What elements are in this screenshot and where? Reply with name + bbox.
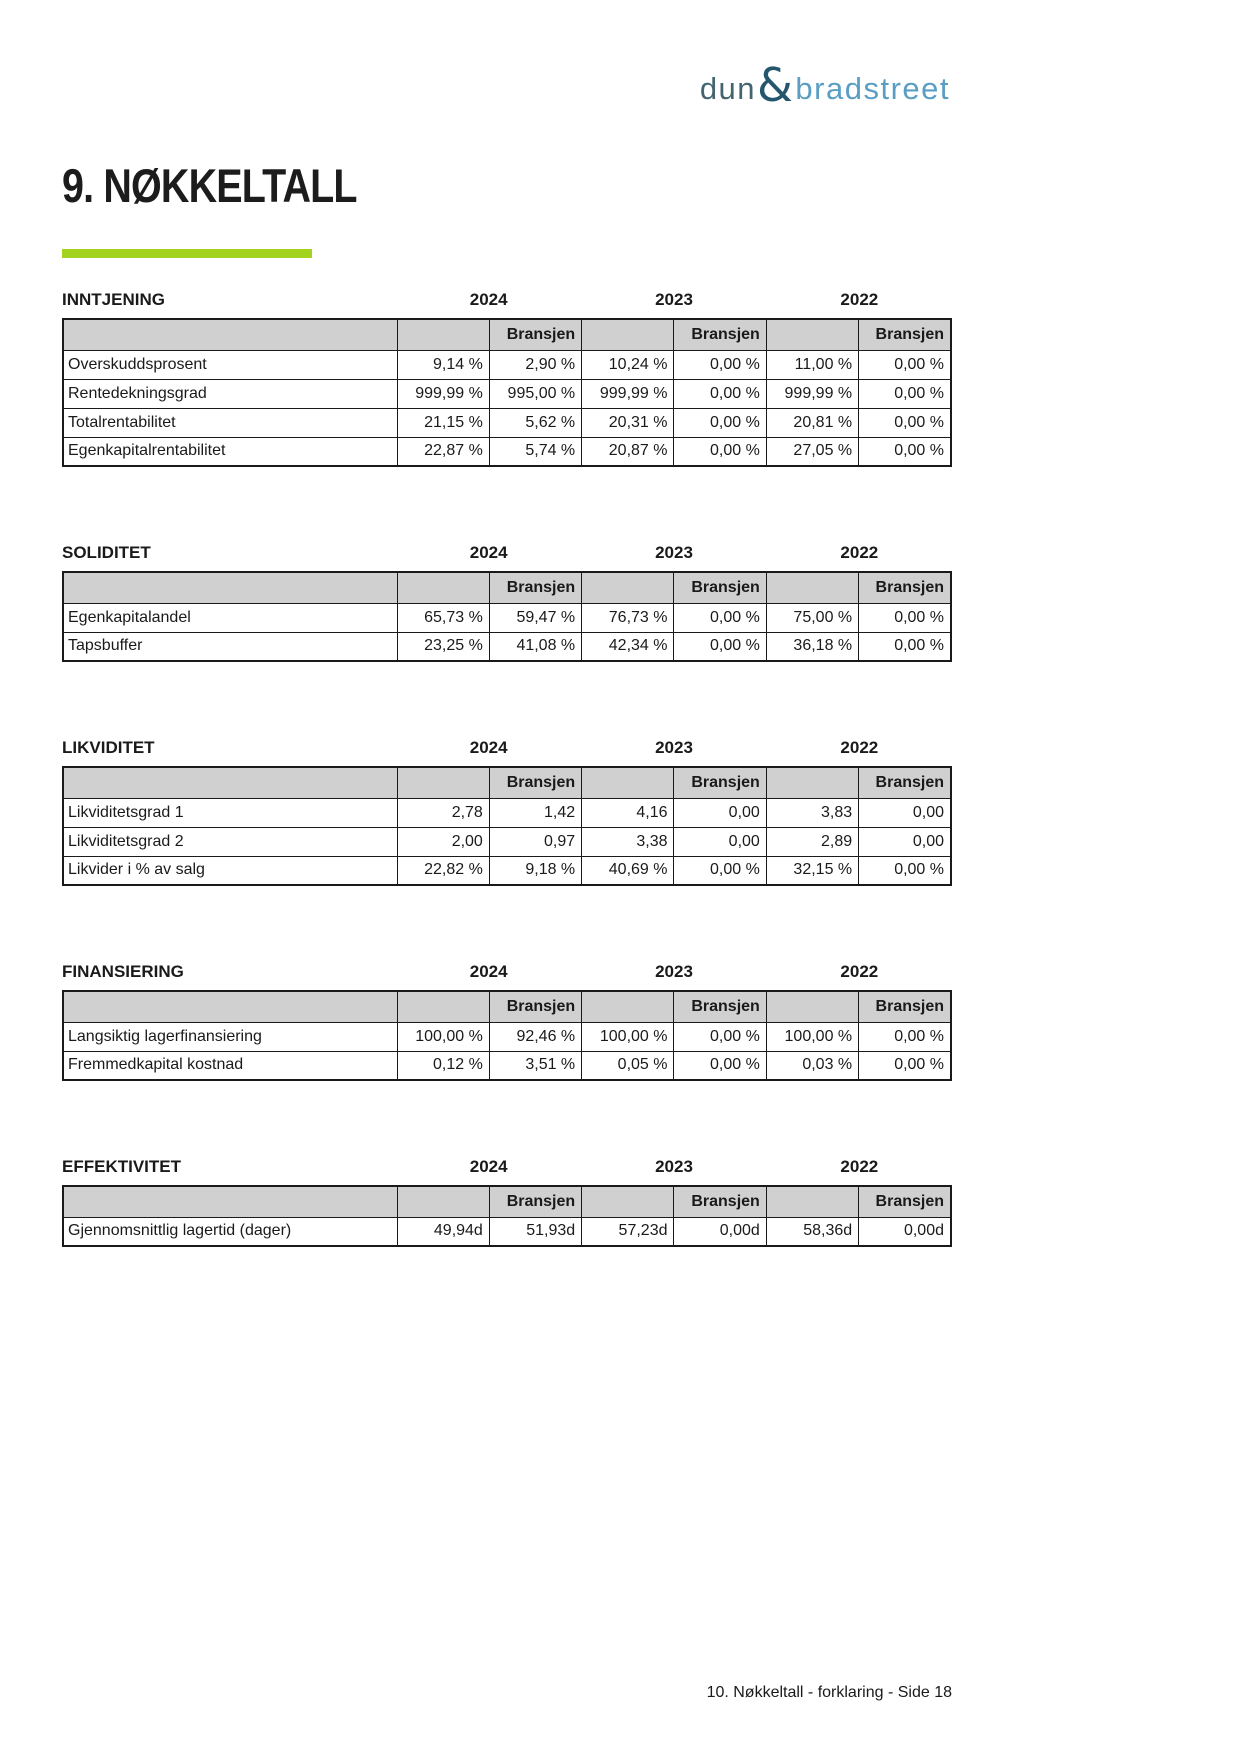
key-figures-table	[62, 766, 952, 886]
value-cell: 0,00 %	[859, 603, 951, 632]
value-cell: 999,99 %	[397, 379, 489, 408]
row-label-cell: Overskuddsprosent	[63, 350, 397, 379]
title-accent-bar	[62, 249, 312, 258]
key-figures-table	[62, 990, 952, 1081]
row-label-cell: Egenkapitalandel	[63, 603, 397, 632]
key-figures-table	[62, 318, 952, 467]
value-cell: 0,00 %	[674, 408, 766, 437]
value-cell: 0,00	[859, 827, 951, 856]
bransjen-header-cell: Bransjen	[489, 1186, 581, 1217]
year-label: 2022	[840, 290, 879, 309]
bransjen-header-cell: Bransjen	[859, 1186, 951, 1217]
value-cell: 3,38	[582, 827, 674, 856]
value-cell: 995,00 %	[489, 379, 581, 408]
value-cell: 58,36d	[766, 1217, 858, 1246]
value-cell: 41,08 %	[489, 632, 581, 661]
year-label: 2022	[840, 1157, 879, 1176]
value-cell: 36,18 %	[766, 632, 858, 661]
value-cell: 0,00	[859, 798, 951, 827]
value-cell: 0,00 %	[674, 632, 766, 661]
table-subheader-row	[63, 1186, 951, 1217]
table-row	[63, 1051, 951, 1080]
subheader-empty-cell	[397, 767, 489, 798]
value-cell: 0,00 %	[859, 1022, 951, 1051]
value-cell: 11,00 %	[766, 350, 858, 379]
bransjen-header-cell: Bransjen	[489, 767, 581, 798]
table-subheader-row	[63, 572, 951, 603]
key-figures-table	[62, 571, 952, 662]
value-cell: 0,00d	[674, 1217, 766, 1246]
table-row	[63, 379, 951, 408]
value-cell: 2,00	[397, 827, 489, 856]
table-row	[63, 1022, 951, 1051]
value-cell: 40,69 %	[582, 856, 674, 885]
value-cell: 76,73 %	[582, 603, 674, 632]
year-label: 2024	[469, 738, 508, 757]
section-header-row	[62, 290, 952, 310]
subheader-empty-cell	[397, 319, 489, 350]
value-cell: 22,87 %	[397, 437, 489, 466]
section-title: SOLIDITET	[62, 543, 151, 562]
sections	[62, 290, 952, 1323]
value-cell: 0,00 %	[859, 856, 951, 885]
section-title: LIKVIDITET	[62, 738, 155, 757]
bransjen-header-cell: Bransjen	[674, 319, 766, 350]
value-cell: 51,93d	[489, 1217, 581, 1246]
section-inntjening	[62, 290, 952, 467]
value-cell: 27,05 %	[766, 437, 858, 466]
subheader-empty-cell	[63, 1186, 397, 1217]
value-cell: 2,90 %	[489, 350, 581, 379]
value-cell: 3,51 %	[489, 1051, 581, 1080]
section-title: INNTJENING	[62, 290, 165, 309]
value-cell: 65,73 %	[397, 603, 489, 632]
value-cell: 5,62 %	[489, 408, 581, 437]
row-label-cell: Likviditetsgrad 1	[63, 798, 397, 827]
subheader-empty-cell	[766, 991, 858, 1022]
section-title: FINANSIERING	[62, 962, 184, 981]
table-row	[63, 827, 951, 856]
bransjen-header-cell: Bransjen	[859, 991, 951, 1022]
bransjen-header-cell: Bransjen	[489, 991, 581, 1022]
value-cell: 0,00d	[859, 1217, 951, 1246]
section-soliditet	[62, 543, 952, 662]
value-cell: 100,00 %	[766, 1022, 858, 1051]
value-cell: 21,15 %	[397, 408, 489, 437]
value-cell: 0,00 %	[674, 350, 766, 379]
value-cell: 75,00 %	[766, 603, 858, 632]
value-cell: 999,99 %	[582, 379, 674, 408]
year-label: 2024	[469, 1157, 508, 1176]
value-cell: 2,78	[397, 798, 489, 827]
subheader-empty-cell	[582, 991, 674, 1022]
value-cell: 0,00 %	[859, 350, 951, 379]
bransjen-header-cell: Bransjen	[674, 991, 766, 1022]
value-cell: 49,94d	[397, 1217, 489, 1246]
value-cell: 0,00 %	[674, 379, 766, 408]
table-row	[63, 632, 951, 661]
page-title: 9. NØKKELTALL	[62, 159, 357, 212]
value-cell: 10,24 %	[582, 350, 674, 379]
subheader-empty-cell	[63, 319, 397, 350]
table-row	[63, 1217, 951, 1246]
table-row	[63, 350, 951, 379]
subheader-empty-cell	[63, 991, 397, 1022]
table-row	[63, 603, 951, 632]
value-cell: 59,47 %	[489, 603, 581, 632]
value-cell: 5,74 %	[489, 437, 581, 466]
row-label-cell: Gjennomsnittlig lagertid (dager)	[63, 1217, 397, 1246]
value-cell: 0,05 %	[582, 1051, 674, 1080]
value-cell: 92,46 %	[489, 1022, 581, 1051]
table-row	[63, 856, 951, 885]
year-label: 2022	[840, 543, 879, 562]
value-cell: 0,00 %	[859, 632, 951, 661]
value-cell: 0,03 %	[766, 1051, 858, 1080]
value-cell: 2,89	[766, 827, 858, 856]
subheader-empty-cell	[766, 572, 858, 603]
row-label-cell: Rentedekningsgrad	[63, 379, 397, 408]
section-likviditet	[62, 738, 952, 886]
year-label: 2024	[469, 962, 508, 981]
value-cell: 20,87 %	[582, 437, 674, 466]
year-label: 2024	[469, 543, 508, 562]
value-cell: 9,14 %	[397, 350, 489, 379]
value-cell: 0,00 %	[859, 408, 951, 437]
value-cell: 0,00 %	[674, 1022, 766, 1051]
row-label-cell: Fremmedkapital kostnad	[63, 1051, 397, 1080]
value-cell: 100,00 %	[397, 1022, 489, 1051]
bransjen-header-cell: Bransjen	[859, 319, 951, 350]
year-label: 2024	[469, 290, 508, 309]
value-cell: 0,00 %	[859, 437, 951, 466]
logo-text-dun: dun	[699, 70, 757, 106]
subheader-empty-cell	[582, 767, 674, 798]
subheader-empty-cell	[582, 319, 674, 350]
subheader-empty-cell	[63, 767, 397, 798]
table-subheader-row	[63, 991, 951, 1022]
table-row	[63, 798, 951, 827]
row-label-cell: Tapsbuffer	[63, 632, 397, 661]
value-cell: 0,97	[489, 827, 581, 856]
bransjen-header-cell: Bransjen	[859, 767, 951, 798]
section-header-row	[62, 1157, 952, 1177]
value-cell: 57,23d	[582, 1217, 674, 1246]
bransjen-header-cell: Bransjen	[859, 572, 951, 603]
year-label: 2022	[840, 962, 879, 981]
subheader-empty-cell	[397, 572, 489, 603]
value-cell: 22,82 %	[397, 856, 489, 885]
bransjen-header-cell: Bransjen	[674, 767, 766, 798]
value-cell: 0,00 %	[674, 437, 766, 466]
row-label-cell: Totalrentabilitet	[63, 408, 397, 437]
subheader-empty-cell	[766, 767, 858, 798]
table-subheader-row	[63, 767, 951, 798]
year-label: 2023	[655, 543, 693, 562]
table-row	[63, 408, 951, 437]
logo-text-bradstreet: bradstreet	[795, 70, 950, 106]
subheader-empty-cell	[582, 572, 674, 603]
subheader-empty-cell	[582, 1186, 674, 1217]
value-cell: 3,83	[766, 798, 858, 827]
section-header-row	[62, 543, 952, 563]
section-effektivitet	[62, 1157, 952, 1247]
value-cell: 0,00 %	[674, 603, 766, 632]
subheader-empty-cell	[766, 1186, 858, 1217]
value-cell: 9,18 %	[489, 856, 581, 885]
row-label-cell: Likvider i % av salg	[63, 856, 397, 885]
year-label: 2023	[655, 290, 693, 309]
value-cell: 0,00	[674, 798, 766, 827]
subheader-empty-cell	[397, 1186, 489, 1217]
subheader-empty-cell	[63, 572, 397, 603]
value-cell: 20,81 %	[766, 408, 858, 437]
value-cell: 32,15 %	[766, 856, 858, 885]
table-subheader-row	[63, 319, 951, 350]
value-cell: 0,00 %	[859, 379, 951, 408]
logo-ampersand-icon: &	[757, 58, 795, 112]
value-cell: 4,16	[582, 798, 674, 827]
year-label: 2022	[840, 738, 879, 757]
year-label: 2023	[655, 962, 693, 981]
section-header-row	[62, 738, 952, 758]
value-cell: 20,31 %	[582, 408, 674, 437]
row-label-cell: Likviditetsgrad 2	[63, 827, 397, 856]
value-cell: 42,34 %	[582, 632, 674, 661]
page-footer: 10. Nøkkeltall - forklaring - Side 18	[706, 1684, 952, 1701]
section-title: EFFEKTIVITET	[62, 1157, 181, 1176]
section-finansiering	[62, 962, 952, 1081]
row-label-cell: Egenkapitalrentabilitet	[63, 437, 397, 466]
value-cell: 1,42	[489, 798, 581, 827]
year-label: 2023	[655, 1157, 693, 1176]
year-label: 2023	[655, 738, 693, 757]
value-cell: 999,99 %	[766, 379, 858, 408]
value-cell: 0,00 %	[674, 856, 766, 885]
bransjen-header-cell: Bransjen	[674, 572, 766, 603]
key-figures-table	[62, 1185, 952, 1247]
value-cell: 100,00 %	[582, 1022, 674, 1051]
value-cell: 0,00	[674, 827, 766, 856]
bransjen-header-cell: Bransjen	[674, 1186, 766, 1217]
value-cell: 23,25 %	[397, 632, 489, 661]
dun-bradstreet-logo	[699, 58, 950, 112]
table-row	[63, 437, 951, 466]
value-cell: 0,00 %	[859, 1051, 951, 1080]
row-label-cell: Langsiktig lagerfinansiering	[63, 1022, 397, 1051]
value-cell: 0,00 %	[674, 1051, 766, 1080]
bransjen-header-cell: Bransjen	[489, 572, 581, 603]
value-cell: 0,12 %	[397, 1051, 489, 1080]
subheader-empty-cell	[766, 319, 858, 350]
section-header-row	[62, 962, 952, 982]
bransjen-header-cell: Bransjen	[489, 319, 581, 350]
subheader-empty-cell	[397, 991, 489, 1022]
